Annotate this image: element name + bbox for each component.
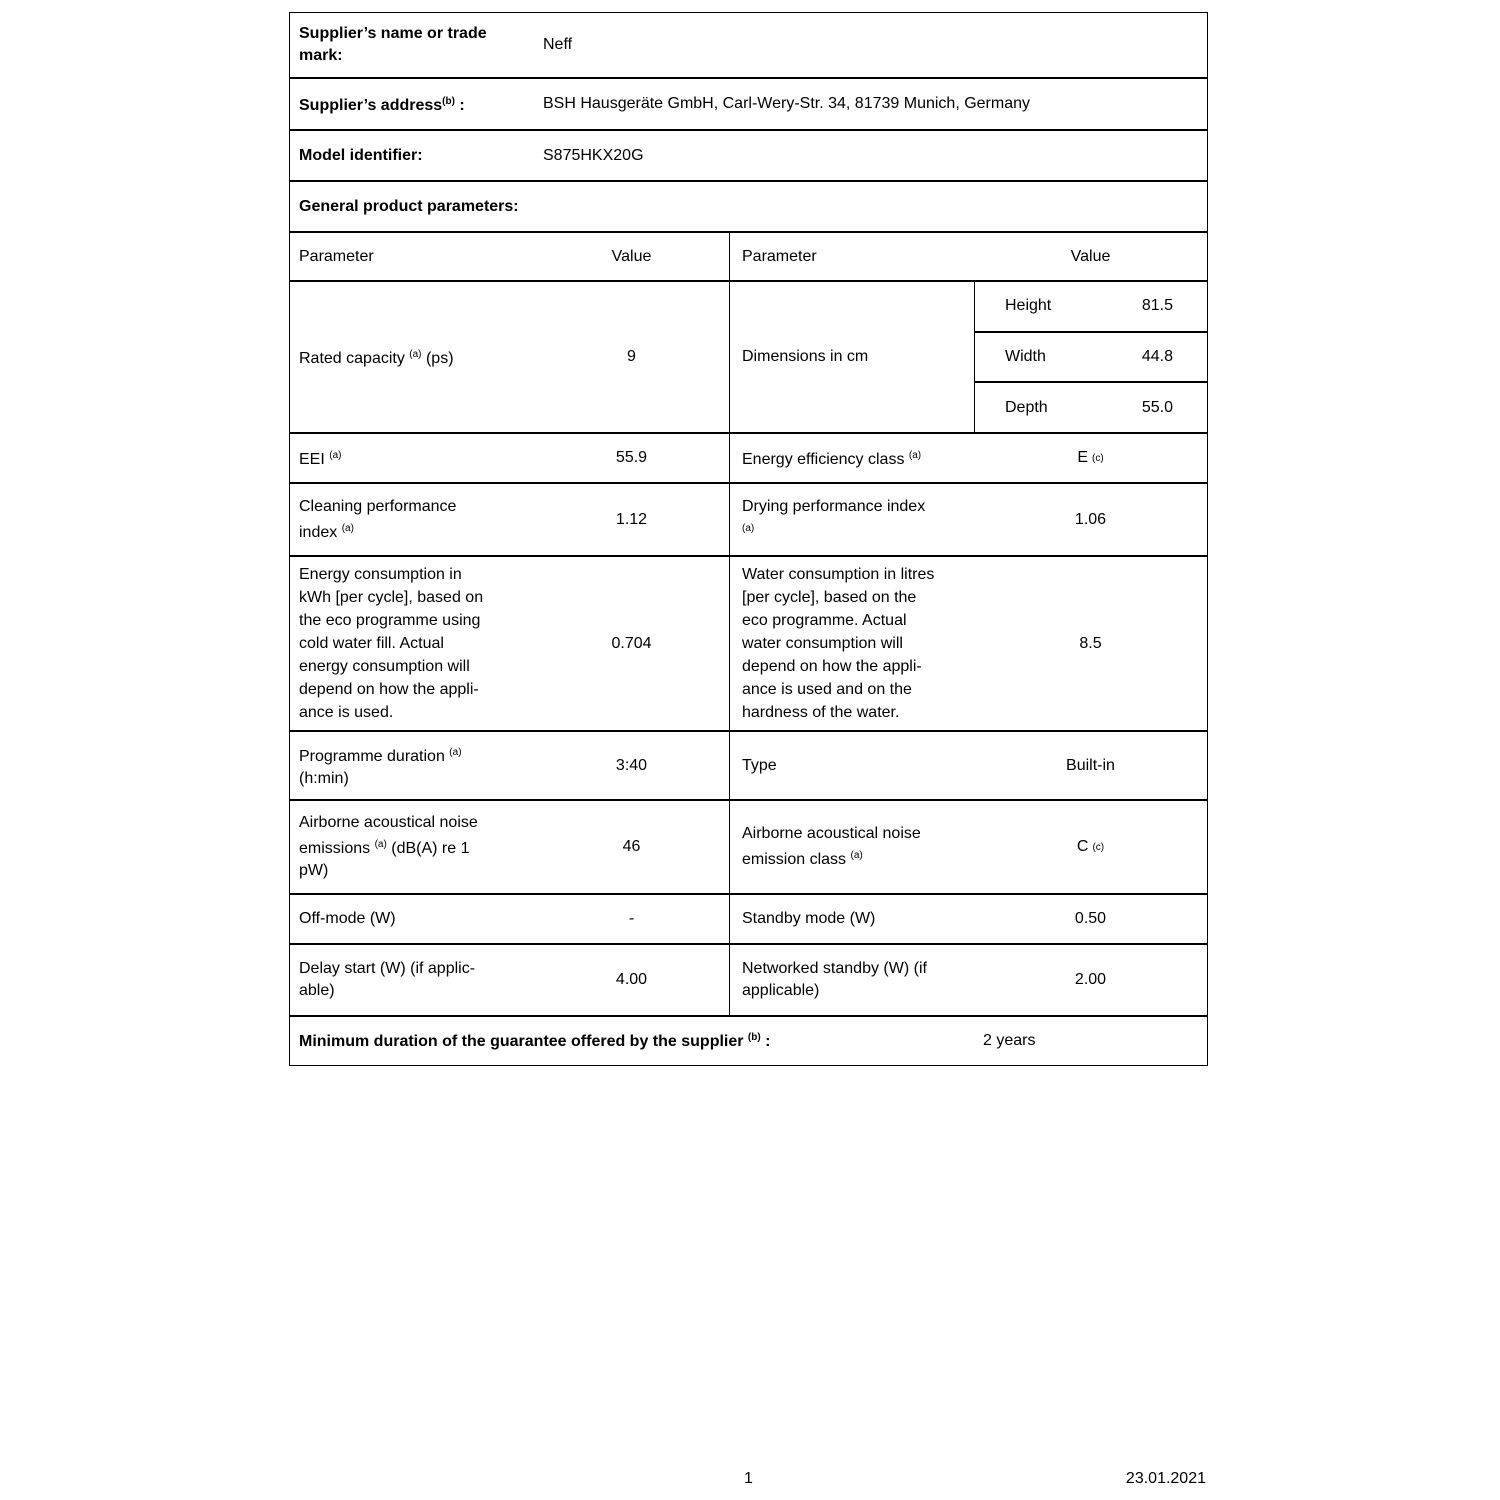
supplier-address-row bbox=[290, 77, 1207, 129]
section-title-cell bbox=[290, 182, 1207, 231]
supplier-address-value: BSH Hausgeräte GmbH, Carl-Wery-Str. 34, 81739 Munich, Germany bbox=[543, 95, 1030, 112]
energy-consumption-line5: energy consumption will bbox=[299, 658, 470, 675]
footnote-b-superscript: (b) bbox=[747, 1031, 761, 1043]
dimension-row-depth bbox=[975, 381, 1207, 432]
energy-class-value: E bbox=[1077, 449, 1088, 466]
dimension-depth-label: Depth bbox=[1005, 398, 1048, 416]
header-value-left: Value bbox=[611, 247, 652, 265]
footnote-a-superscript: (a) bbox=[341, 522, 354, 534]
energy-consumption-label-cell bbox=[290, 557, 534, 730]
standby-value-cell bbox=[974, 895, 1207, 943]
energy-consumption-value: 0.704 bbox=[611, 634, 652, 652]
offmode-value: - bbox=[628, 910, 635, 927]
rated-capacity-value-cell bbox=[534, 282, 729, 432]
model-identifier-value-cell bbox=[534, 131, 1207, 180]
dimension-row-height bbox=[975, 282, 1207, 331]
energy-consumption-line7: ance is used. bbox=[299, 704, 394, 721]
supplier-name-value: Neff bbox=[543, 36, 573, 53]
eei-energy-class-row bbox=[290, 432, 1207, 482]
dimensions-label: Dimensions in cm bbox=[742, 348, 869, 365]
header-parameter-right: Parameter bbox=[742, 247, 817, 265]
page-number: 1 bbox=[744, 1470, 753, 1487]
energy-consumption-value-cell bbox=[534, 557, 729, 730]
header-value-right: Value bbox=[1070, 247, 1111, 265]
product-fiche-table bbox=[289, 12, 1208, 1066]
cleaning-label-cell bbox=[290, 484, 534, 555]
programme-duration-label-cell bbox=[290, 732, 534, 799]
model-identifier-row bbox=[290, 129, 1207, 180]
cleaning-label-line1: Cleaning performance bbox=[299, 497, 457, 515]
noise-class-label-cell bbox=[729, 801, 974, 893]
type-label: Type bbox=[742, 756, 777, 774]
page-footer bbox=[289, 1470, 1208, 1492]
dimension-height-value: 81.5 bbox=[1141, 297, 1173, 315]
columns-header-row bbox=[290, 231, 1207, 280]
water-consumption-value: 8.5 bbox=[1079, 634, 1102, 652]
cleaning-label-line2: index bbox=[299, 523, 342, 541]
delay-start-line2: able) bbox=[299, 982, 335, 999]
energy-consumption-line6: depend on how the appli- bbox=[299, 681, 479, 698]
noise-emissions-value-cell bbox=[534, 801, 729, 893]
drying-value: 1.06 bbox=[1074, 510, 1107, 528]
delay-start-value-cell bbox=[534, 945, 729, 1015]
drying-label-cell bbox=[729, 484, 974, 555]
model-identifier-value: S875HKX20G bbox=[543, 146, 644, 164]
header-parameter-left-cell bbox=[290, 233, 534, 280]
delay-start-value: 4.00 bbox=[615, 971, 648, 988]
guarantee-label-cell bbox=[290, 1017, 975, 1065]
section-title: General product parameters: bbox=[299, 197, 519, 215]
dimension-depth-value: 55.0 bbox=[1141, 398, 1173, 416]
rated-capacity-label: Rated capacity bbox=[299, 350, 410, 367]
cleaning-value-cell bbox=[534, 484, 729, 555]
delay-start-line1: Delay start (W) (if applic- bbox=[299, 960, 476, 977]
model-identifier-label-cell bbox=[290, 131, 534, 180]
dimension-width-label: Width bbox=[1005, 348, 1046, 365]
footnote-b-superscript: (b) bbox=[442, 96, 455, 107]
footnote-a-superscript: (a) bbox=[742, 522, 755, 534]
footer-date: 23.01.2021 bbox=[1125, 1470, 1206, 1487]
eei-label-cell bbox=[290, 434, 534, 482]
water-consumption-line4: water consumption will bbox=[742, 635, 903, 652]
drying-value-cell bbox=[974, 484, 1207, 555]
footnote-c-superscript: (c) bbox=[1092, 452, 1104, 464]
guarantee-value-cell bbox=[975, 1017, 1207, 1065]
energy-consumption-line2: kWh [per cycle], based on bbox=[299, 589, 484, 606]
programme-duration-label-line2: (h:min) bbox=[299, 769, 349, 787]
noise-row bbox=[290, 799, 1207, 893]
footnote-a-superscript: (a) bbox=[374, 839, 387, 850]
delay-networked-row bbox=[290, 943, 1207, 1015]
dimension-row-width bbox=[975, 331, 1207, 382]
energy-class-label-cell bbox=[729, 434, 974, 482]
footnote-c-superscript: (c) bbox=[1092, 841, 1105, 853]
programme-duration-label: Programme duration bbox=[299, 747, 450, 765]
guarantee-row bbox=[290, 1015, 1207, 1065]
header-value-right-cell bbox=[974, 233, 1207, 280]
programme-duration-value: 3:40 bbox=[615, 756, 648, 774]
header-parameter-right-cell bbox=[729, 233, 974, 280]
standby-value: 0.50 bbox=[1074, 910, 1107, 927]
supplier-name-label-line1: Supplier’s name or trade bbox=[299, 25, 487, 42]
rated-capacity-value: 9 bbox=[627, 348, 636, 365]
programme-duration-value-cell bbox=[534, 732, 729, 799]
water-consumption-label-cell bbox=[729, 557, 974, 730]
footnote-a-superscript: (a) bbox=[329, 450, 342, 461]
networked-standby-value: 2.00 bbox=[1074, 971, 1107, 988]
energy-class-value-cell bbox=[974, 434, 1207, 482]
model-identifier-label: Model identifier: bbox=[299, 146, 423, 164]
water-consumption-line5: depend on how the appli- bbox=[742, 658, 922, 675]
noise-emissions-line2: emissions bbox=[299, 840, 375, 857]
guarantee-label-colon: : bbox=[760, 1032, 771, 1050]
supplier-address-label-text: Supplier’s address bbox=[299, 97, 443, 114]
noise-class-line1: Airborne acoustical noise bbox=[742, 825, 921, 842]
networked-standby-line2: applicable) bbox=[742, 982, 820, 999]
cleaning-drying-row bbox=[290, 482, 1207, 555]
supplier-name-label-line2: mark: bbox=[299, 47, 343, 64]
rated-capacity-label-suffix: (ps) bbox=[421, 350, 454, 367]
header-value-left-cell bbox=[534, 233, 729, 280]
section-title-row bbox=[290, 180, 1207, 231]
supplier-address-value-cell bbox=[534, 79, 1207, 129]
type-value-cell bbox=[974, 732, 1207, 799]
offmode-value-cell bbox=[534, 895, 729, 943]
drying-label-line1: Drying performance index bbox=[742, 497, 926, 515]
standby-label-cell bbox=[729, 895, 974, 943]
footnote-a-superscript: (a) bbox=[449, 746, 462, 758]
noise-emissions-line1: Airborne acoustical noise bbox=[299, 814, 478, 831]
noise-class-value-cell bbox=[974, 801, 1207, 893]
networked-standby-value-cell bbox=[974, 945, 1207, 1015]
networked-standby-label-cell bbox=[729, 945, 974, 1015]
guarantee-label: Minimum duration of the guarantee offered by the supplier bbox=[299, 1032, 748, 1050]
noise-emissions-line2-suffix: (dB(A) re 1 bbox=[386, 840, 470, 857]
programme-duration-type-row bbox=[290, 730, 1207, 799]
energy-class-label: Energy efficiency class bbox=[742, 451, 909, 468]
noise-class-value: C bbox=[1076, 838, 1089, 855]
dimensions-subtable bbox=[974, 282, 1207, 432]
standby-label: Standby mode (W) bbox=[742, 910, 876, 927]
supplier-name-label bbox=[290, 13, 534, 77]
noise-class-line2: emission class bbox=[742, 851, 851, 868]
noise-emissions-value: 46 bbox=[622, 838, 641, 855]
water-consumption-line6: ance is used and on the bbox=[742, 681, 912, 698]
offmode-standby-row bbox=[290, 893, 1207, 943]
footnote-a-superscript: (a) bbox=[908, 450, 922, 461]
eei-label: EEI bbox=[299, 451, 330, 468]
supplier-name-value-cell bbox=[534, 13, 1207, 77]
noise-emissions-label-cell bbox=[290, 801, 534, 893]
eei-value: 55.9 bbox=[615, 449, 648, 466]
offmode-label: Off-mode (W) bbox=[299, 910, 396, 927]
energy-consumption-line1: Energy consumption in bbox=[299, 566, 462, 583]
guarantee-value: 2 years bbox=[983, 1032, 1036, 1049]
footnote-a-superscript: (a) bbox=[850, 850, 863, 861]
water-consumption-line1: Water consumption in litres bbox=[742, 566, 935, 583]
noise-emissions-line3: pW) bbox=[299, 862, 329, 879]
eei-value-cell bbox=[534, 434, 729, 482]
networked-standby-line1: Networked standby (W) (if bbox=[742, 960, 927, 977]
type-value: Built-in bbox=[1066, 756, 1115, 774]
water-consumption-line7: hardness of the water. bbox=[742, 704, 900, 721]
dimensions-label-cell bbox=[729, 282, 974, 432]
energy-consumption-line3: the eco programme using bbox=[299, 612, 481, 629]
offmode-label-cell bbox=[290, 895, 534, 943]
dimension-height-label: Height bbox=[1005, 297, 1052, 315]
cleaning-value: 1.12 bbox=[615, 510, 648, 528]
rated-capacity-dimensions-row bbox=[290, 280, 1207, 432]
delay-start-label-cell bbox=[290, 945, 534, 1015]
dimension-width-value: 44.8 bbox=[1141, 348, 1173, 365]
rated-capacity-label-cell bbox=[290, 282, 534, 432]
footnote-a-superscript: (a) bbox=[409, 349, 422, 360]
water-consumption-line2: [per cycle], based on the bbox=[742, 589, 917, 606]
supplier-address-label bbox=[290, 79, 534, 129]
water-consumption-value-cell bbox=[974, 557, 1207, 730]
supplier-name-row bbox=[290, 13, 1207, 77]
supplier-address-label-colon: : bbox=[454, 97, 465, 114]
energy-consumption-line4: cold water fill. Actual bbox=[299, 635, 444, 652]
water-consumption-line3: eco programme. Actual bbox=[742, 612, 907, 629]
energy-water-consumption-row bbox=[290, 555, 1207, 730]
type-label-cell bbox=[729, 732, 974, 799]
header-parameter-left: Parameter bbox=[299, 247, 374, 265]
